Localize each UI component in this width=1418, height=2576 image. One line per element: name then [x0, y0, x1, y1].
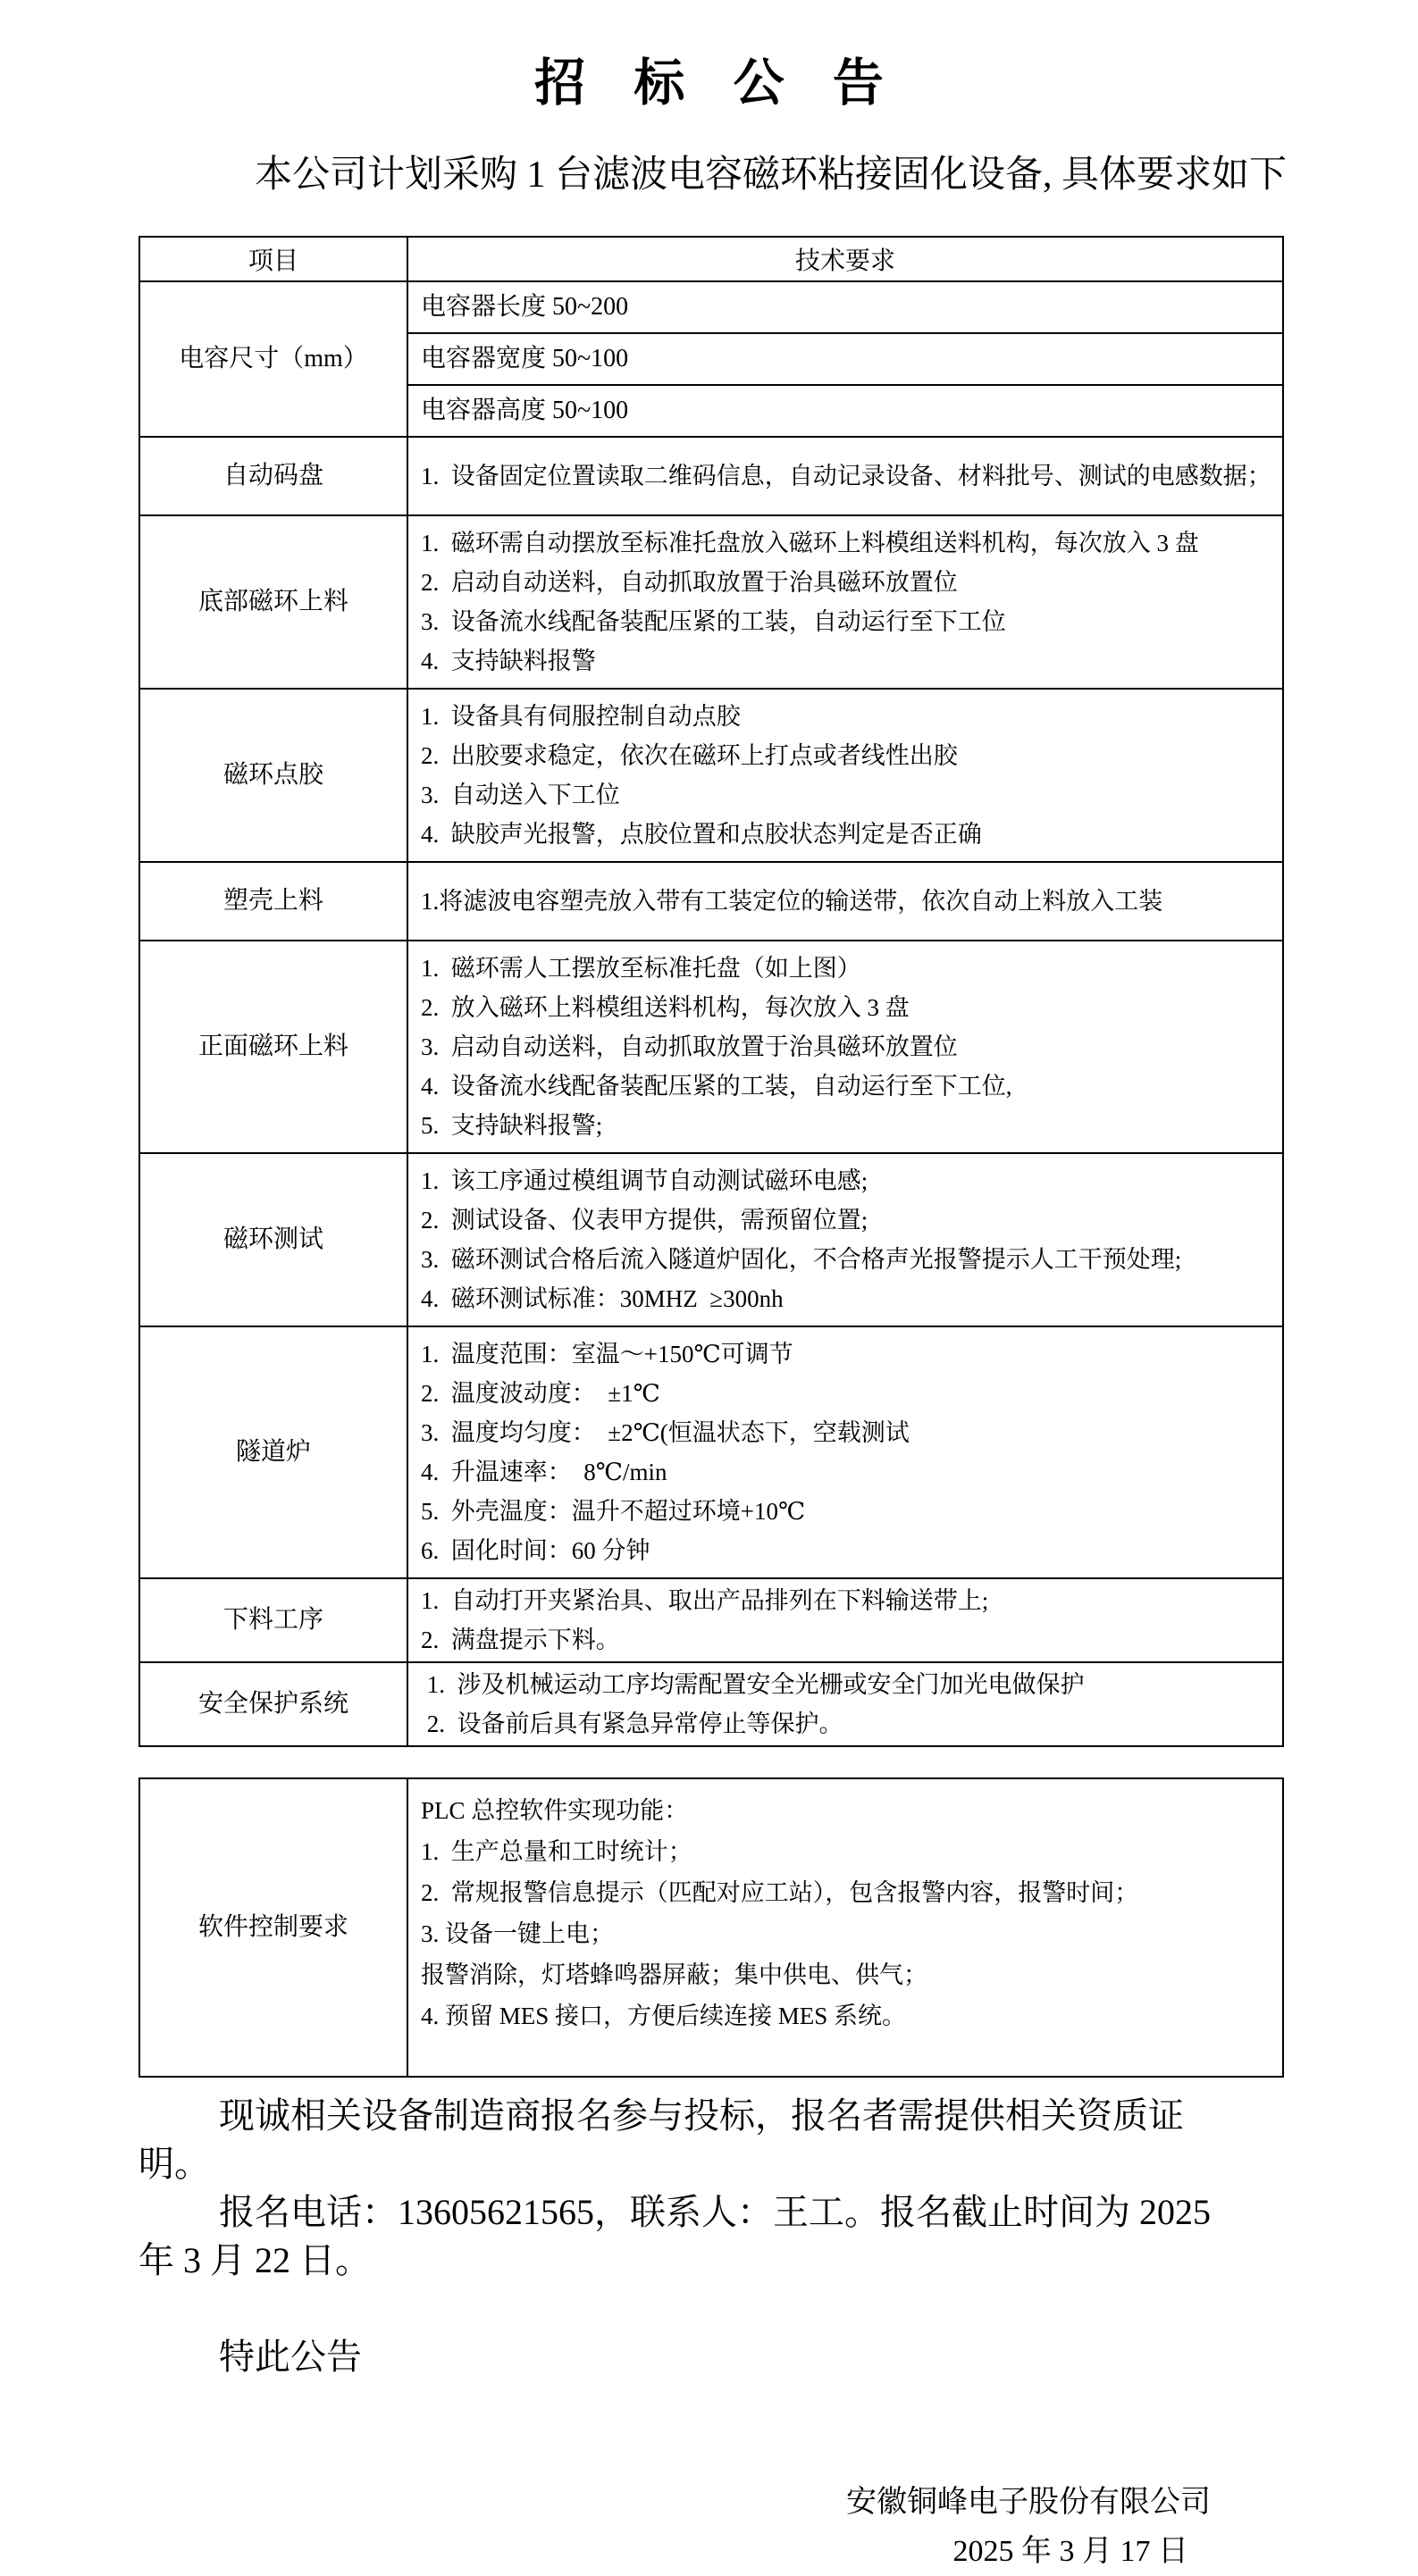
- requirement-item: 3. 启动自动送料，自动抓取放置于治具磁环放置位: [421, 1033, 958, 1060]
- announcement-date: 2025 年 3 月 17 日: [952, 2535, 1188, 2568]
- requirement-item: 1. 生产总量和工时统计；: [421, 1838, 692, 1865]
- requirements-cell: [407, 941, 1283, 1153]
- requirement-item: 4. 预留 MES 接口，方便后续连接 MES 系统。: [421, 2003, 907, 2029]
- requirements-table-body: [139, 281, 1283, 1746]
- column-header-tech-requirements: 技术要求: [407, 237, 1283, 281]
- table-row: [139, 689, 1283, 862]
- requirement-item: 1. 磁环需人工摆放至标准托盘（如上图）: [421, 955, 861, 982]
- requirement-item: 5. 支持缺料报警;: [421, 1112, 603, 1139]
- requirement-item: 4. 升温速率： 8℃/min: [421, 1459, 667, 1485]
- requirement-item: 1. 磁环需自动摆放至标准托盘放入磁环上料模组送料机构，每次放入 3 盘: [421, 530, 1199, 556]
- requirements-cell: [407, 862, 1283, 941]
- requirement-item: 4. 磁环测试标准：30MHZ ≥300nh: [421, 1285, 784, 1312]
- signature-block: [138, 2478, 1282, 2576]
- row-label: 磁环测试: [139, 1153, 407, 1326]
- row-label: 正面磁环上料: [139, 941, 407, 1153]
- software-table-body: [139, 1778, 1283, 2077]
- row-label: 软件控制要求: [139, 1778, 407, 2077]
- requirement-item: 1. 自动打开夹紧治具、取出产品排列在下料输送带上;: [421, 1587, 989, 1614]
- requirement-item: 2. 常规报警信息提示（匹配对应工站），包含报警内容，报警时间；: [421, 1879, 1139, 1906]
- row-label: 下料工序: [139, 1578, 407, 1662]
- row-label: 安全保护系统: [139, 1662, 407, 1746]
- tender-invitation-line-1: 现诚相关设备制造商报名参与投标，报名者需提供相关资质证: [219, 2095, 1184, 2136]
- requirements-cell: [407, 1662, 1283, 1746]
- contact-line-2: 年 3 月 22 日。: [138, 2240, 371, 2280]
- requirement-item: 3. 温度均匀度： ±2℃(恒温状态下，空载测试: [421, 1419, 910, 1446]
- requirement-item: 3. 设备一键上电；: [421, 1920, 614, 1947]
- intro-text: 本公司计划采购 1 台滤波电容磁环粘接固化设备, 具体要求如下: [255, 155, 1288, 196]
- software-control-table: [138, 1777, 1284, 2078]
- requirement-item: 2. 启动自动送料，自动抓取放置于治具磁环放置位: [421, 569, 958, 596]
- row-label: 隧道炉: [139, 1326, 407, 1578]
- requirements-table: [138, 236, 1284, 1747]
- requirement-item: 2. 放入磁环上料模组送料机构，每次放入 3 盘: [421, 994, 910, 1021]
- closing-text: 特此公告: [219, 2337, 362, 2377]
- capacitor-dimension: 电容器高度 50~100: [407, 385, 1283, 437]
- requirement-item: 1. 设备固定位置读取二维码信息，自动记录设备、材料批号、测试的电感数据；: [421, 463, 1271, 489]
- requirements-cell: [407, 1153, 1283, 1326]
- requirement-item: 5. 外壳温度：温升不超过环境+10℃: [421, 1498, 806, 1525]
- requirement-item: 4. 支持缺料报警: [421, 648, 596, 674]
- table-row: [139, 515, 1283, 689]
- requirement-item: 1.将滤波电容塑壳放入带有工装定位的输送带，依次自动上料放入工装: [421, 888, 1163, 915]
- requirement-item: 1. 温度范围：室温～+150℃可调节: [421, 1341, 793, 1367]
- row-label: 底部磁环上料: [139, 515, 407, 689]
- row-label: 自动码盘: [139, 437, 407, 515]
- requirement-item: PLC 总控软件实现功能：: [421, 1797, 689, 1824]
- requirement-item: 2. 设备前后具有紧急异常停止等保护。: [421, 1710, 843, 1737]
- requirement-item: 3. 自动送入下工位: [421, 782, 620, 808]
- requirement-item: 3. 磁环测试合格后流入隧道炉固化，不合格声光报警提示人工干预处理;: [421, 1246, 1182, 1273]
- row-label: 电容尺寸（mm）: [139, 281, 407, 437]
- table-row: [139, 1326, 1283, 1578]
- table-row: [139, 1578, 1283, 1662]
- table-row: [139, 862, 1283, 941]
- requirements-cell: [407, 1578, 1283, 1662]
- table-header-row: [139, 237, 1283, 281]
- requirement-item: 1. 该工序通过模组调节自动测试磁环电感;: [421, 1167, 868, 1194]
- footer-section: [138, 2092, 1282, 2576]
- requirement-item: 报警消除，灯塔蜂鸣器屏蔽；集中供电、供气；: [421, 1961, 927, 1988]
- table-row: [139, 1153, 1283, 1326]
- requirement-item: 2. 测试设备、仪表甲方提供，需预留位置;: [421, 1207, 868, 1234]
- requirements-cell: [407, 689, 1283, 862]
- column-header-item: 项目: [139, 237, 407, 281]
- row-label: 塑壳上料: [139, 862, 407, 941]
- capacitor-dimension: 电容器长度 50~200: [407, 281, 1283, 333]
- tender-invitation-line-2: 明。: [138, 2144, 210, 2184]
- row-label: 磁环点胶: [139, 689, 407, 862]
- requirements-cell: [407, 1326, 1283, 1578]
- capacitor-dimension: 电容器宽度 50~100: [407, 333, 1283, 385]
- company-name: 安徽铜峰电子股份有限公司: [846, 2486, 1211, 2519]
- requirement-item: 2. 满盘提示下料。: [421, 1627, 620, 1653]
- requirement-item: 3. 设备流水线配备装配压紧的工装，自动运行至下工位: [421, 608, 1006, 635]
- table-row: [139, 281, 1283, 333]
- table-row: [139, 437, 1283, 515]
- table-row: [139, 1662, 1283, 1746]
- table-row: [139, 941, 1283, 1153]
- page-title: 招 标 公 告: [534, 55, 884, 112]
- contact-line-1: 报名电话：13605621565，联系人：王工。报名截止时间为 2025: [219, 2192, 1211, 2232]
- requirement-item: 2. 出胶要求稳定，依次在磁环上打点或者线性出胶: [421, 742, 958, 769]
- requirements-cell: [407, 1778, 1283, 2077]
- table-row: [139, 1778, 1283, 2077]
- requirement-item: 4. 设备流水线配备装配压紧的工装，自动运行至下工位,: [421, 1073, 1012, 1100]
- requirements-cell: [407, 437, 1283, 515]
- requirement-item: 6. 固化时间：60 分钟: [421, 1537, 650, 1564]
- requirement-item: 1. 涉及机械运动工序均需配置安全光栅或安全门加光电做保护: [421, 1671, 1085, 1698]
- document-page: [0, 52, 1418, 2568]
- requirement-item: 2. 温度波动度： ±1℃: [421, 1380, 660, 1407]
- requirement-item: 4. 缺胶声光报警，点胶位置和点胶状态判定是否正确: [421, 821, 982, 848]
- requirement-item: 1. 设备具有伺服控制自动点胶: [421, 703, 741, 730]
- requirements-cell: [407, 515, 1283, 689]
